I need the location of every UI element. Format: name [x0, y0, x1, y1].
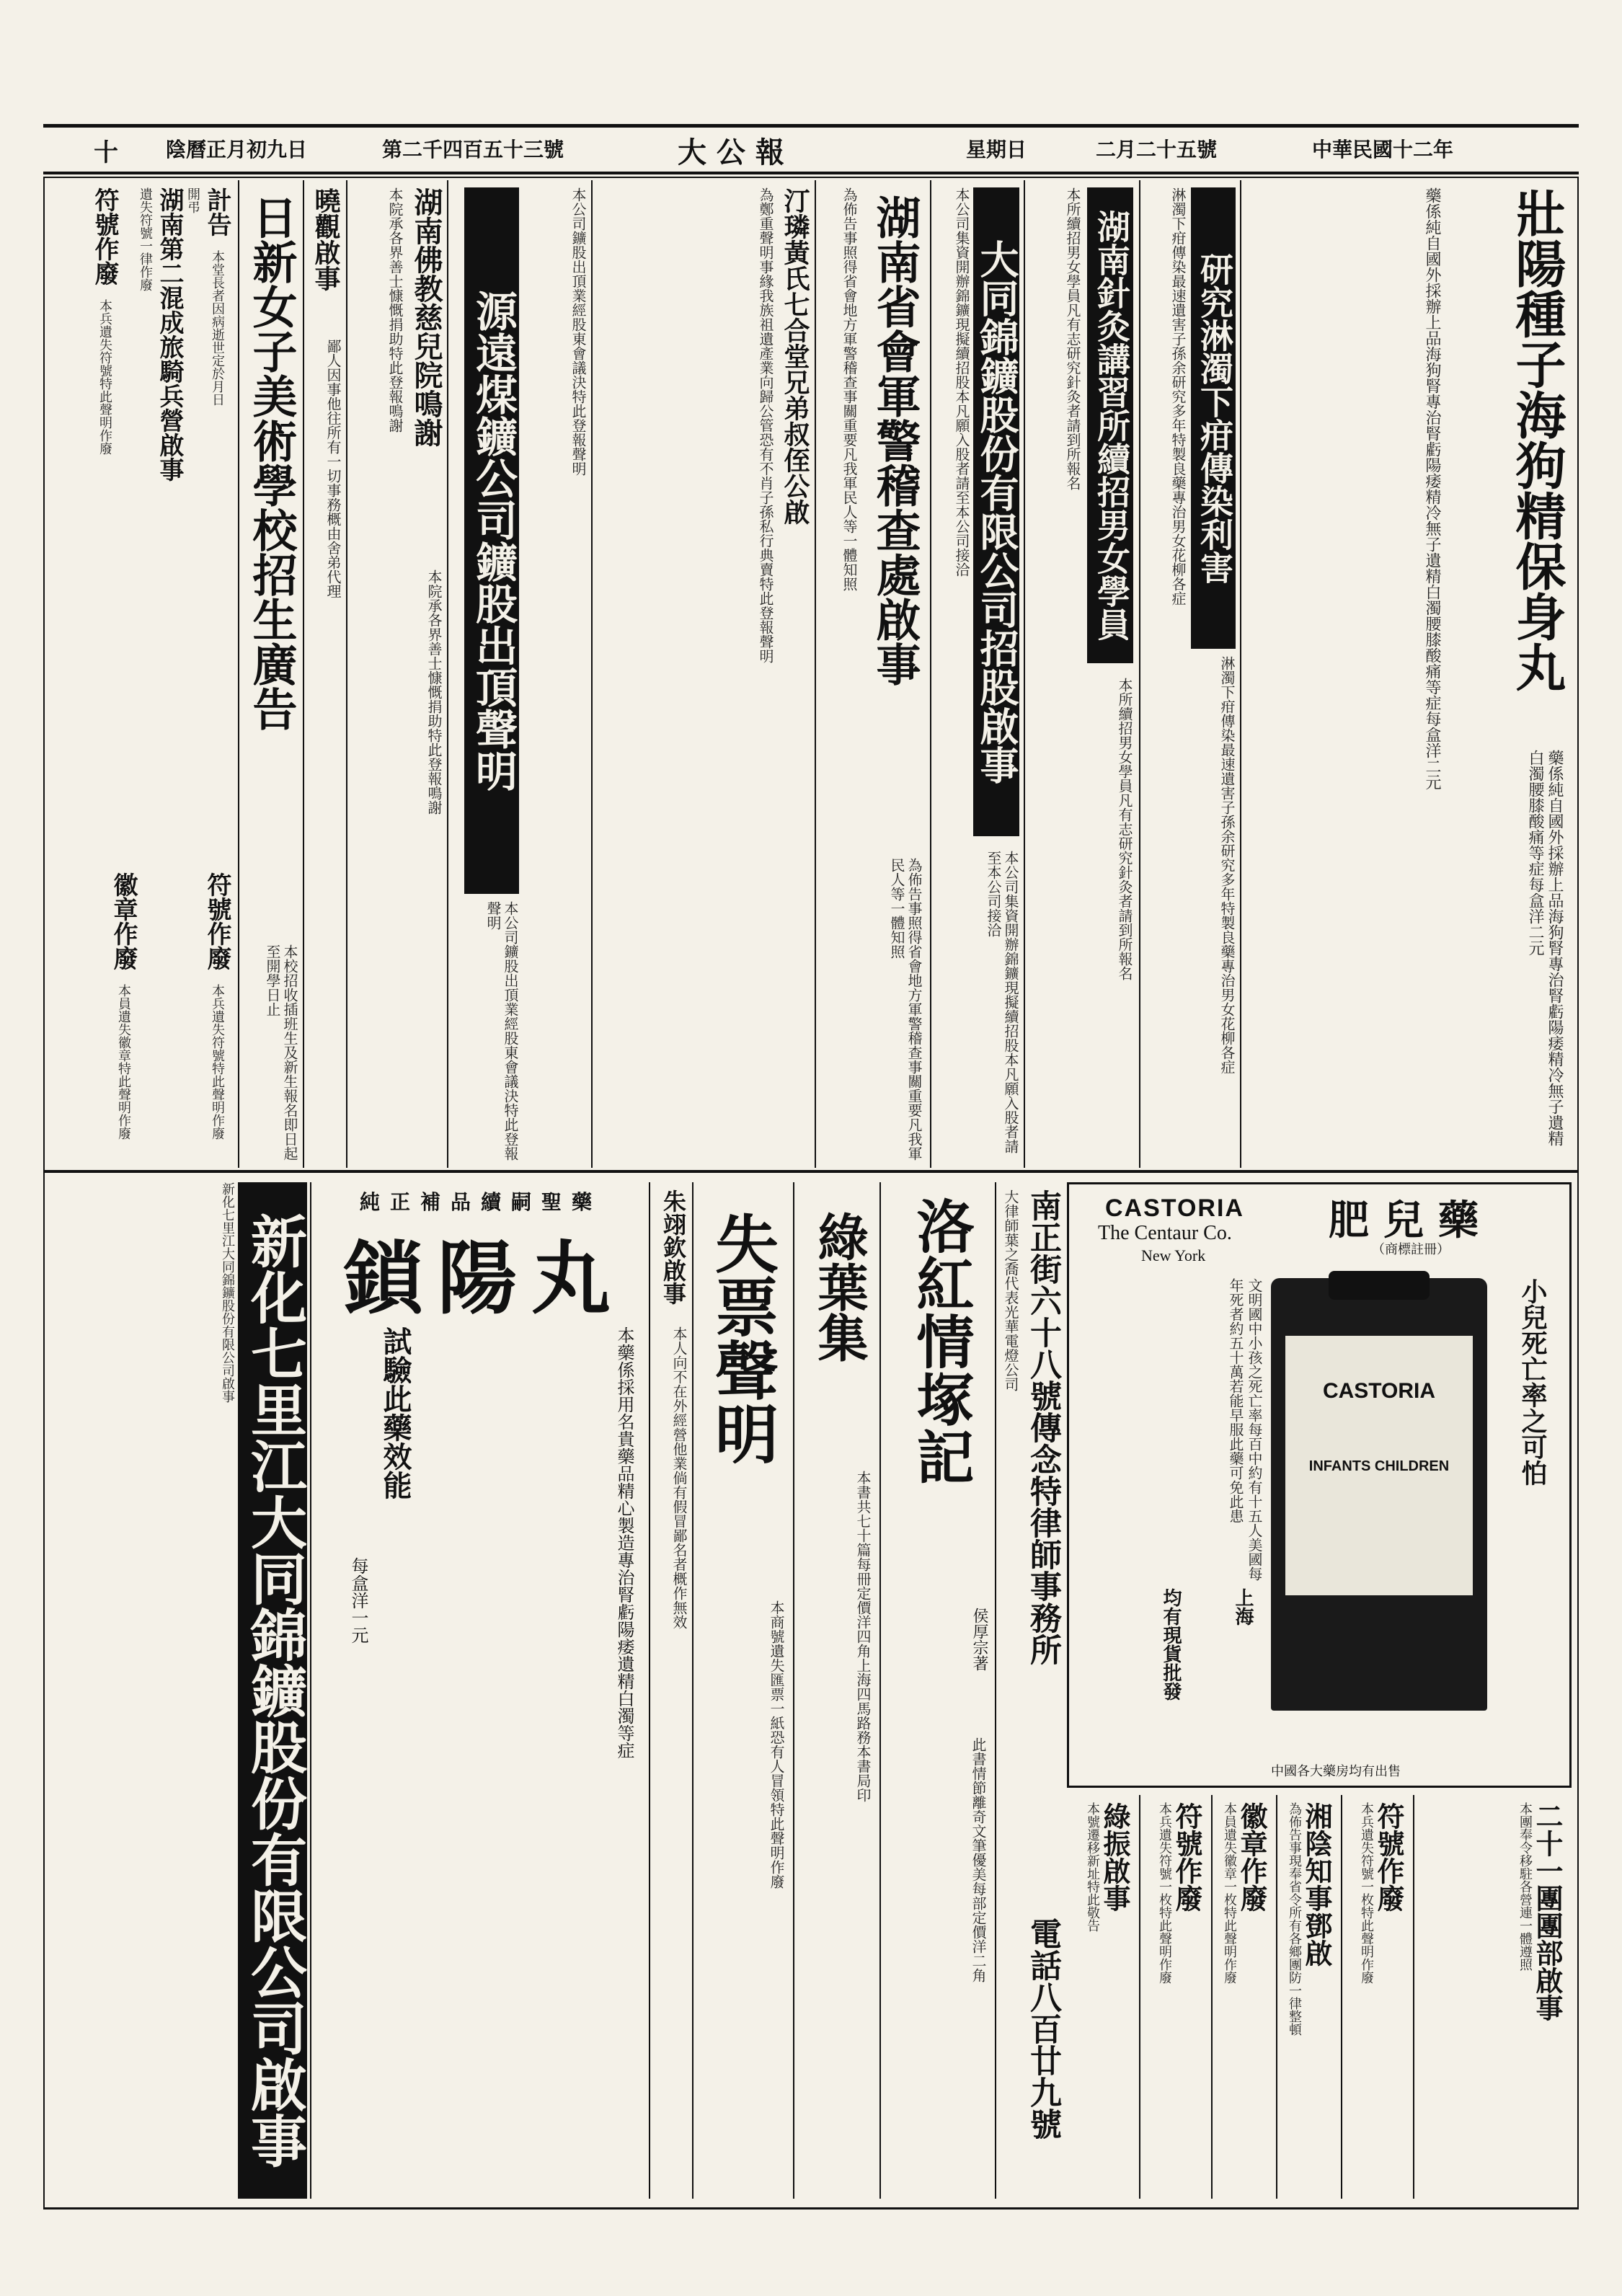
- notice-zhuangyang: [1240, 180, 1572, 1168]
- notice-zhuangyang-title: 壯陽種子海狗精保身丸: [1507, 187, 1567, 692]
- notice-xiaoguan-title: 曉觀啟事: [311, 187, 341, 291]
- ad-lvye: [793, 1182, 879, 2199]
- notice-linzhuo-body: 淋濁下疳傳染最速遺害子孫余研究多年特製良藥專治男女花柳各症: [1169, 187, 1187, 606]
- notice-zhuangyang-body-2: 藥係純自國外採辦上品海狗腎專治腎虧陽痿精冷無子遺精白濁腰膝酸痛等症每盒洋二元: [1526, 750, 1564, 1146]
- fu-right-1-title: 符號作廢: [1373, 1802, 1405, 1912]
- small-notice-5-body: 本員遺失徽章特此聲明作廢: [116, 984, 131, 1140]
- masthead-month-day: 二月二十五號: [1096, 138, 1218, 161]
- castoria-bottle-label-text: INFANTS CHILDREN: [1308, 1458, 1450, 1474]
- ad-lawoffice: [995, 1182, 1067, 2199]
- small-notice-2: [130, 187, 187, 490]
- notice-xiaoguan-body: 鄙人因事他往所有一切事務概由舍弟代理: [324, 339, 342, 598]
- notice-rixin-title: 日新女子美術學校招生廣告: [245, 195, 298, 731]
- castoria-supply: 均有現貨批發: [1160, 1588, 1182, 1701]
- lvye-title: 綠葉集: [810, 1211, 869, 1362]
- fu-right-1-body: 本兵遺失符號一枚特此聲明作廢: [1359, 1802, 1374, 1984]
- small-notice-3-title: 符號作廢: [90, 187, 119, 285]
- zhu-title: 朱翊欽啟事: [660, 1189, 687, 1305]
- small-notice-4: [149, 872, 235, 1146]
- zhu-body: 本人向不在外經營他業倘有假冒鄙名者概作無效: [670, 1326, 688, 1629]
- notice-linzhuo: [1139, 180, 1240, 1168]
- lawoffice-body: 大律師葉之喬代表光華電燈公司: [1002, 1189, 1019, 1391]
- bottom-rule: [43, 2207, 1579, 2209]
- small-notice-1-body: 本堂長者因病逝世定於月日開弔: [185, 187, 225, 406]
- small-notice-3: [50, 187, 123, 490]
- shipiao-title: 失票聲明: [705, 1211, 780, 1465]
- lvye-body: 本書共七十篇每冊定價洋四角上海四馬路務本書局印: [854, 1471, 872, 1802]
- small-notice-4-body: 本兵遺失符號特此聲明作廢: [210, 984, 225, 1140]
- notice-zhenjiu-body-2: 本所續招男女學員凡有志研究針灸者請到所報名: [1116, 678, 1133, 980]
- castoria-bottle-label: [1285, 1336, 1473, 1595]
- notice-fojiao: [346, 180, 447, 1168]
- fu-right-3-body: 本兵遺失符號一枚特此聲明作廢: [1157, 1802, 1172, 1984]
- luohong-author: 侯厚宗著: [970, 1608, 988, 1671]
- fu-right-3-title: 符號作廢: [1171, 1802, 1203, 1912]
- notice-huang: [591, 180, 815, 1168]
- luohong-title: 洛紅情塚記: [907, 1197, 975, 1485]
- suoyang-subtitle: 試驗此藥效能: [378, 1326, 412, 1499]
- castoria-brand: CASTORIA: [1105, 1194, 1244, 1222]
- notice-junjing-title: 湖南省會軍警稽查處啟事: [869, 195, 921, 686]
- notice-xinhua-body: 新化七里江大同錦鑛股份有限公司啟事: [220, 1182, 235, 1403]
- castoria-bottle-cap: [1329, 1271, 1430, 1300]
- small-notice-1: [185, 187, 235, 418]
- fu-right-2-title: 徽章作廢: [1236, 1802, 1268, 1912]
- notice-datong-body-2: 本公司集資開辦錦鑛現擬續招股本凡願入股者請至本公司接洽: [985, 851, 1019, 1153]
- lvzhen-body: 本號遷移新址特此敬告: [1085, 1802, 1100, 1932]
- notice-er-shi-yi-tuan: [1413, 1795, 1572, 2199]
- small-notice-3-body: 本兵遺失符號特此聲明作廢: [97, 299, 112, 455]
- tuan-body: 本團奉令移駐各營連一體遵照: [1517, 1802, 1533, 1971]
- notice-fojiao-title: 湖南佛教慈兒院鳴謝: [409, 187, 443, 447]
- notice-linzhuo-title: 研究淋濁下疳傳染利害: [1191, 187, 1236, 649]
- castoria-headline: 小兒死亡率之可怕: [1517, 1278, 1548, 1486]
- lawoffice-subtitle: 電話八百廿九號: [1024, 1918, 1061, 2140]
- notice-junjing: [815, 180, 930, 1168]
- notice-linzhuo-body-2: 淋濁下疳傳染最速遺害子孫余研究多年特製良藥專治男女花柳各症: [1218, 656, 1236, 1074]
- suoyang-body: 本藥係採用名貴藥品精心製造專治腎虧陽痿遺精白濁等症: [614, 1326, 634, 1759]
- top-rule: [43, 124, 1579, 128]
- notice-zhenjiu: [1024, 180, 1139, 1168]
- notice-junjing-body: 為佈告事照得省會地方軍警稽查事關重要凡我軍民人等一體知照: [841, 187, 858, 591]
- shipiao-body: 本商號遺失匯票一紙恐有人冒領特此聲明作廢: [768, 1600, 785, 1889]
- small-notice-1-title: 計告: [203, 187, 231, 236]
- notice-fu-right-2: [1211, 1795, 1276, 2199]
- ad-luohong: [879, 1182, 995, 2199]
- castoria-company: The Centaur Co.: [1098, 1222, 1232, 1244]
- small-notice-2-body: 遺失符號一律作廢: [138, 187, 153, 291]
- suoyang-title: 鎖陽丸: [344, 1232, 625, 1325]
- notice-junjing-body-2: 為佈告事照得省會地方軍警稽查事關重要凡我軍民人等一體知照: [888, 858, 923, 1161]
- notice-rixin-body: 本校招收插班生及新生報名即日起至開學日止: [264, 944, 298, 1161]
- castoria-bottle: [1271, 1278, 1487, 1711]
- masthead-date: 中華民國十二年: [1312, 138, 1454, 161]
- masthead-page-no: 十: [94, 138, 118, 167]
- notice-rixin: [238, 180, 303, 1168]
- castoria-header-cn: 肥兒藥: [1329, 1197, 1493, 1244]
- luohong-body: 此書情節離奇文筆優美每部定價洋二角: [970, 1737, 987, 1982]
- notice-huang-body: 為鄭重聲明事緣我族祖遺產業向歸公管恐有不肖子孫私行典賣特此登報聲明: [757, 187, 774, 663]
- notice-yuanyuan-body: 本公司鑛股出頂業經股東會議決特此登報聲明: [570, 187, 587, 476]
- castoria-body: 文明國中小孩之死亡率每百中約有十五人美國每年死者約五十萬若能早服此藥可免此患: [1227, 1278, 1263, 1581]
- notice-hunan-bank: [1276, 1795, 1341, 2199]
- masthead-lunar: 陰曆正月初九日: [166, 138, 308, 161]
- notice-zhenjiu-title: 湖南針灸講習所續招男女學員: [1087, 187, 1133, 663]
- ad-shipiao: [692, 1182, 793, 2199]
- notice-zhenjiu-body: 本所續招男女學員凡有志研究針灸者請到所報名: [1064, 187, 1081, 490]
- notice-xiaoguan: [303, 180, 346, 1168]
- masthead-weekday: 星期日: [966, 138, 1027, 161]
- ad-castoria: [1067, 1182, 1572, 1788]
- small-notice-5: [48, 872, 141, 1146]
- small-notice-5-title: 徽章作廢: [109, 872, 138, 970]
- masthead: [43, 128, 1579, 170]
- notice-fojiao-body: 本院承各界善士慷慨捐助特此登報鳴謝: [386, 187, 404, 433]
- notice-yuanyuan-body-2: 本公司鑛股出頂業經股東會議決特此登報聲明: [484, 901, 519, 1161]
- suoyang-price: 每盒洋一元: [348, 1557, 368, 1644]
- ad-zhu: [649, 1182, 692, 2199]
- notice-yuanyuan: [447, 180, 591, 1168]
- hunan-bank-title: 湘陰知事鄧啟: [1300, 1802, 1333, 1967]
- ad-suoyang: [310, 1182, 649, 2199]
- notice-fu-right-1: [1341, 1795, 1413, 2199]
- notice-huang-title: 汀璘黃氏七合堂兄弟叔侄公啟: [780, 187, 810, 525]
- castoria-bottom-note: 中國各大藥房均有出售: [1271, 1764, 1401, 1779]
- masthead-paper-name: 大 公 報: [678, 136, 784, 169]
- notice-datong-title: 大同錦鑛股份有限公司招股啟事: [973, 187, 1019, 836]
- lawoffice-title: 南正街六十八號傳念特律師事務所: [1024, 1189, 1061, 1665]
- castoria-place: 上海: [1232, 1588, 1254, 1626]
- castoria-header-note: （商標註冊）: [1372, 1242, 1450, 1257]
- notice-fu-right-3: [1139, 1795, 1211, 2199]
- small-notice-4-title: 符號作廢: [203, 872, 231, 970]
- notice-datong-body: 本公司集資開辦錦鑛現擬續招股本凡願入股者請至本公司接洽: [953, 187, 970, 577]
- banner-xinhua: 新化七里江大同錦鑛股份有限公司啟事: [238, 1182, 307, 2199]
- small-notice-2-title: 湖南第二混成旅騎兵營啟事: [155, 187, 184, 482]
- hunan-bank-body: 為佈告事現奉省令所有各鄉團防一律整頓: [1287, 1802, 1302, 2036]
- notice-yuanyuan-title: 源遠煤鑛公司鑛股出頂聲明: [464, 187, 519, 894]
- masthead-issue: 第二千四百五十三號: [382, 138, 564, 161]
- suoyang-banner: 純正補品續嗣聖藥: [359, 1190, 602, 1214]
- lvzhen-title: 綠振啟事: [1099, 1802, 1131, 1912]
- fu-right-2-body: 本員遺失徽章一枚特此聲明作廢: [1222, 1802, 1237, 1984]
- tuan-title: 二十一團團部啟事: [1531, 1802, 1564, 2021]
- notice-zhuangyang-body: 藥係純自國外採辦上品海狗腎專治腎虧陽痿精冷無子遺精白濁腰膝酸痛等症每盒洋二元: [1423, 187, 1441, 790]
- notices-small-left: [45, 180, 238, 1168]
- masthead-underline: [43, 172, 1579, 174]
- castoria-city: New York: [1141, 1246, 1206, 1264]
- notice-fojiao-body-2: 本院承各界善士慷慨捐助特此登報鳴謝: [425, 569, 443, 815]
- notice-lvzhen: [1068, 1795, 1139, 2199]
- castoria-bottle-label-brand: CASTORIA: [1322, 1379, 1436, 1403]
- notice-datong: [930, 180, 1024, 1168]
